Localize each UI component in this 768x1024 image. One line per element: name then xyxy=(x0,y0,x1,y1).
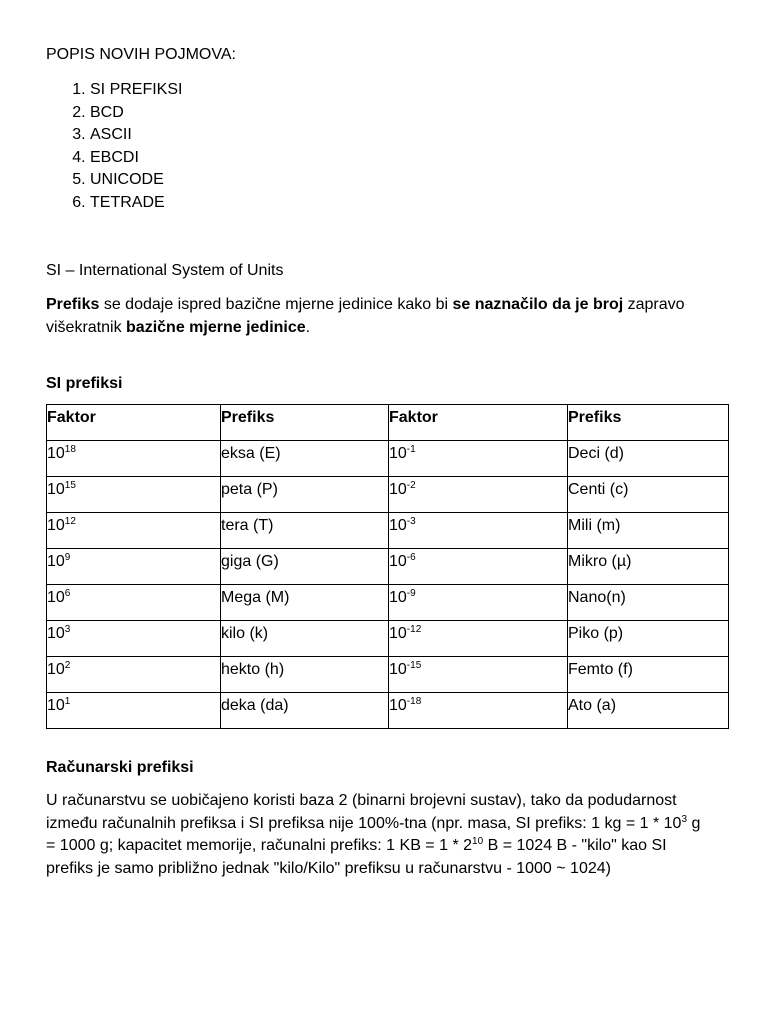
factor-exponent: -18 xyxy=(406,696,422,707)
term-item: 6. TETRADE xyxy=(90,192,736,215)
factor-base: 10 xyxy=(47,589,65,606)
factor-base: 10 xyxy=(47,625,65,642)
term-item: 5. UNICODE xyxy=(90,169,736,192)
prefix-cell: Ato (a) xyxy=(568,693,729,729)
factor-exponent: 15 xyxy=(64,480,76,491)
si-definition-line: SI – International System of Units xyxy=(46,262,284,279)
factor-exponent: 6 xyxy=(64,588,71,599)
factor-exponent: -9 xyxy=(406,588,416,599)
factor-exponent: -3 xyxy=(406,516,416,527)
prefix-cell: hekto (h) xyxy=(221,657,389,693)
prefix-cell: giga (G) xyxy=(221,549,389,585)
factor-base: 10 xyxy=(389,481,407,498)
factor-exponent: -15 xyxy=(406,660,422,671)
factor-base: 10 xyxy=(47,661,65,678)
terms-list xyxy=(46,79,736,214)
factor-exponent: 18 xyxy=(64,444,76,455)
column-header: Prefiks xyxy=(221,405,389,441)
prefix-cell: Mega (M) xyxy=(221,585,389,621)
exponent: 10 xyxy=(472,836,484,847)
factor-cell xyxy=(389,477,568,513)
prefix-cell: Mikro (µ) xyxy=(568,549,729,585)
factor-base: 10 xyxy=(47,445,65,462)
document-page xyxy=(46,44,736,880)
factor-exponent: 3 xyxy=(64,624,71,635)
factor-base: 10 xyxy=(389,517,407,534)
prefix-cell: peta (P) xyxy=(221,477,389,513)
factor-cell xyxy=(47,477,221,513)
factor-exponent: -2 xyxy=(406,480,416,491)
text: zapravo višekratnik xyxy=(46,296,685,336)
factor-cell xyxy=(389,441,568,477)
text: B = 1024 B - "kilo" kao SI prefiks je samo približno jednak "kilo/Kilo" prefiksu u računarstvu - 1000 ~ 1024) xyxy=(46,837,667,877)
table-row xyxy=(47,513,729,549)
prefix-cell: Centi (c) xyxy=(568,477,729,513)
factor-cell xyxy=(47,657,221,693)
factor-cell xyxy=(389,621,568,657)
term-item: 4. EBCDI xyxy=(90,147,736,170)
factor-cell xyxy=(389,549,568,585)
factor-cell xyxy=(47,549,221,585)
bold-text: Prefiks xyxy=(46,296,100,313)
prefix-cell: Deci (d) xyxy=(568,441,729,477)
table-row xyxy=(47,585,729,621)
factor-cell xyxy=(47,585,221,621)
table-row xyxy=(47,621,729,657)
terms-list-title: POPIS NOVIH POJMOVA: xyxy=(46,46,236,63)
table-row xyxy=(47,549,729,585)
factor-cell xyxy=(47,441,221,477)
factor-base: 10 xyxy=(47,481,65,498)
computer-prefixes-paragraph xyxy=(46,790,706,880)
column-header: Faktor xyxy=(47,405,221,441)
factor-base: 10 xyxy=(389,589,407,606)
column-header: Prefiks xyxy=(568,405,729,441)
factor-exponent: 1 xyxy=(64,696,71,707)
term-item: 3. ASCII xyxy=(90,124,736,147)
text: U računarstvu se uobičajeno koristi baza 2 (binarni brojevni sustav), tako da podudarnost između računalnih prefiksa i SI prefiksa nije 100%-tna (npr. masa, SI prefiks: 1 kg = 1 * 10 xyxy=(46,792,682,832)
text: . xyxy=(305,319,311,336)
prefix-cell: kilo (k) xyxy=(221,621,389,657)
exponent: 3 xyxy=(681,813,687,825)
factor-base: 10 xyxy=(47,517,65,534)
prefix-definition xyxy=(46,293,736,339)
table-row xyxy=(47,657,729,693)
factor-base: 10 xyxy=(389,445,407,462)
prefix-cell: eksa (E) xyxy=(221,441,389,477)
table-header-row xyxy=(47,405,729,441)
text: g = 1000 g; kapacitet memorije, računalni prefiks: 1 KB = 1 * 2 xyxy=(46,814,701,854)
prefix-cell: Femto (f) xyxy=(568,657,729,693)
prefix-cell: tera (T) xyxy=(221,513,389,549)
table-row xyxy=(47,477,729,513)
factor-exponent: -12 xyxy=(406,624,422,635)
factor-cell xyxy=(47,621,221,657)
prefix-cell: Mili (m) xyxy=(568,513,729,549)
table-row xyxy=(47,441,729,477)
factor-base: 10 xyxy=(389,625,407,642)
bold-text: bazične mjerne jedinice xyxy=(126,319,306,336)
table-row xyxy=(47,693,729,729)
factor-cell xyxy=(47,513,221,549)
factor-exponent: 2 xyxy=(64,660,71,671)
factor-base: 10 xyxy=(47,697,65,714)
factor-base: 10 xyxy=(389,697,407,714)
term-item: 1. SI PREFIKSI xyxy=(90,79,736,102)
prefix-cell: Piko (p) xyxy=(568,621,729,657)
factor-exponent: 12 xyxy=(64,516,76,527)
prefix-cell: deka (da) xyxy=(221,693,389,729)
factor-cell xyxy=(389,657,568,693)
si-prefix-table xyxy=(46,404,729,729)
factor-base: 10 xyxy=(389,661,407,678)
term-item: 2. BCD xyxy=(90,102,736,125)
si-prefixes-title: SI prefiksi xyxy=(46,375,123,392)
bold-text: se naznačilo da je broj xyxy=(452,296,624,313)
factor-cell xyxy=(389,513,568,549)
prefix-cell: Nano(n) xyxy=(568,585,729,621)
factor-exponent: -6 xyxy=(406,552,416,563)
factor-exponent: 9 xyxy=(64,552,71,563)
factor-cell xyxy=(389,693,568,729)
column-header: Faktor xyxy=(389,405,568,441)
computer-prefixes-title: Računarski prefiksi xyxy=(46,759,194,776)
factor-cell xyxy=(389,585,568,621)
text: se dodaje ispred bazične mjerne jedinice kako bi xyxy=(99,296,453,313)
factor-exponent: -1 xyxy=(406,444,416,455)
factor-cell xyxy=(47,693,221,729)
factor-base: 10 xyxy=(47,553,65,570)
factor-base: 10 xyxy=(389,553,407,570)
